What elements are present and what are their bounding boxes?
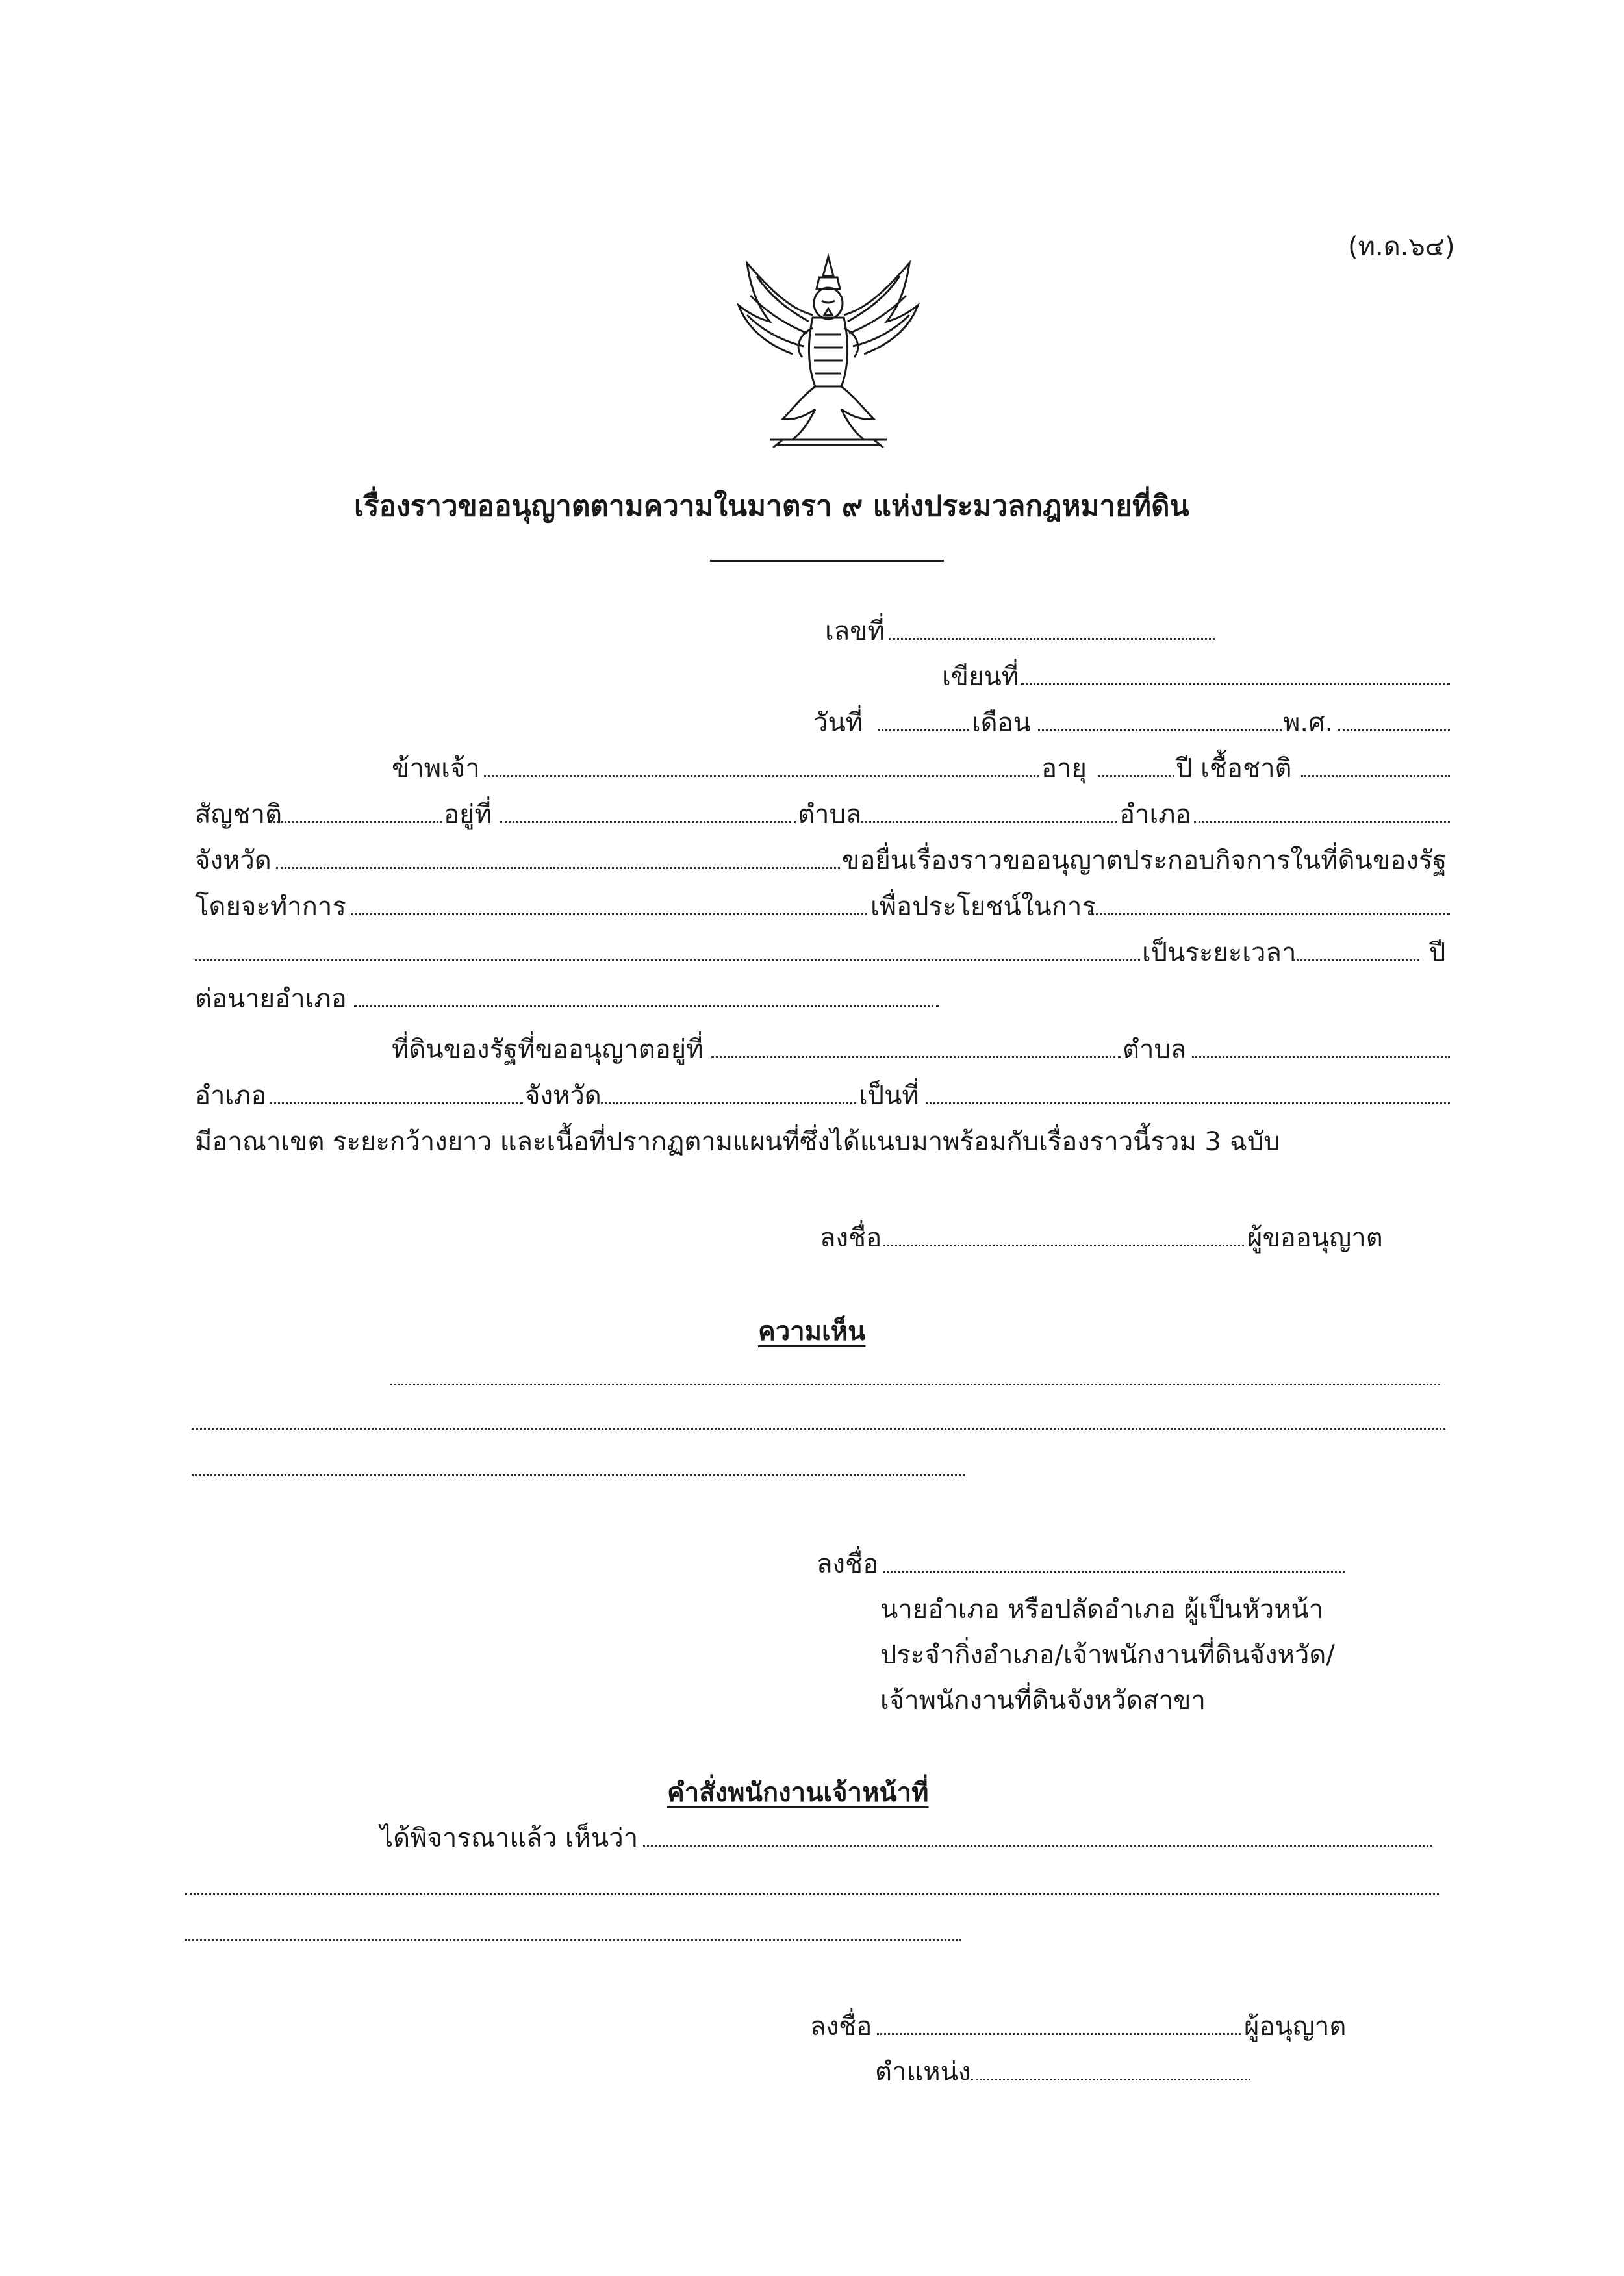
land-type-field[interactable]	[926, 1102, 1450, 1104]
opinion-signer-line-1: นายอำเภอ หรือปลัดอำเภอ ผู้เป็นหัวหน้า	[880, 1595, 1324, 1625]
activity-label: โดยจะทำการ	[195, 892, 346, 922]
opinion-line-2[interactable]	[192, 1428, 1445, 1430]
order-line-3[interactable]	[185, 1939, 961, 1941]
land-subdistrict-field[interactable]	[1192, 1056, 1450, 1058]
garuda-emblem-icon	[731, 250, 926, 451]
applicant-role: ผู้ขออนุญาต	[1247, 1223, 1383, 1253]
land-province-label: จังหวัด	[525, 1081, 602, 1111]
opinion-signer-line-3: เจ้าพนักงานที่ดินจังหวัดสาขา	[880, 1686, 1206, 1715]
date-label: วันที่	[813, 708, 863, 738]
position-label: ตำแหน่ง	[875, 2057, 971, 2087]
written-at-field[interactable]	[1021, 683, 1450, 685]
considered-label: ได้พิจารณาแล้ว เห็นว่า	[380, 1823, 639, 1853]
land-type-label: เป็นที่	[859, 1081, 919, 1111]
purpose-label: เพื่อประโยชน์ในการ	[870, 892, 1096, 922]
month-field[interactable]	[1038, 729, 1282, 731]
opinion-heading: ความเห็น	[758, 1317, 866, 1347]
district-label: อำเภอ	[1119, 800, 1191, 829]
land-location-label: ที่ดินของรัฐที่ขออนุญาตอยู่ที่	[392, 1035, 704, 1065]
officer-field[interactable]	[354, 1005, 939, 1007]
subdistrict-label: ตำบล	[798, 800, 862, 829]
duration-label: เป็นระยะเวลา	[1142, 938, 1297, 968]
boundary-text: มีอาณาเขต ระยะกว้างยาว และเนื้อที่ปรากฏตามแผนที่ซึ่งได้แนบมาพร้อมกับเรื่องราวนี้รวม 3 ฉบับ	[195, 1127, 1280, 1157]
number-label: เลขที่	[825, 616, 885, 646]
nationality-field[interactable]	[270, 821, 442, 823]
province-field[interactable]	[276, 867, 840, 869]
opinion-signer-line-2: ประจำกิ่งอำเภอ/เจ้าพนักงานที่ดินจังหวัด/	[880, 1640, 1335, 1670]
order-role: ผู้อนุญาต	[1244, 2012, 1347, 2042]
request-text: ขอยื่นเรื่องราวขออนุญาตประกอบกิจการในที่ดินของรัฐ	[842, 846, 1447, 876]
nationality-label: สัญชาติ	[195, 800, 283, 829]
opinion-line-1[interactable]	[390, 1384, 1440, 1385]
opinion-line-3[interactable]	[192, 1474, 965, 1476]
order-sign-label: ลงชื่อ	[810, 2012, 872, 2042]
land-district-label: อำเภอ	[195, 1081, 267, 1111]
order-heading: คำสั่งพนักงานเจ้าหน้าที่	[667, 1778, 929, 1808]
applicant-sign-label: ลงชื่อ	[820, 1223, 882, 1253]
purpose-continued-field[interactable]	[195, 959, 1140, 961]
race-field[interactable]	[1301, 775, 1450, 777]
year-label: พ.ศ.	[1283, 708, 1334, 738]
activity-field[interactable]	[351, 913, 867, 915]
form-code: (ท.ด.๖๔)	[1348, 232, 1455, 262]
land-subdistrict-label: ตำบล	[1123, 1035, 1187, 1065]
years-race-label: ปี เชื้อชาติ	[1176, 753, 1292, 783]
applicant-i-label: ข้าพเจ้า	[392, 753, 480, 783]
year-field[interactable]	[1338, 729, 1450, 731]
date-field[interactable]	[878, 729, 969, 731]
title-divider	[710, 560, 944, 562]
month-label: เดือน	[972, 708, 1032, 738]
subdistrict-field[interactable]	[861, 821, 1117, 823]
page-title: เรื่องราวขออนุญาตตามความในมาตรา ๙ แห่งประมวลกฎหมายที่ดิน	[354, 490, 1189, 523]
position-field[interactable]	[971, 2079, 1250, 2080]
duration-field[interactable]	[1293, 959, 1419, 961]
purpose-field[interactable]	[1091, 913, 1450, 915]
land-district-field[interactable]	[270, 1102, 523, 1104]
land-location-field[interactable]	[711, 1056, 1121, 1058]
address-field[interactable]	[500, 821, 796, 823]
district-field[interactable]	[1194, 821, 1450, 823]
order-signature-field[interactable]	[877, 2033, 1241, 2035]
number-field[interactable]	[889, 638, 1215, 640]
applicant-name-field[interactable]	[484, 775, 1039, 777]
written-at-label: เขียนที่	[942, 662, 1019, 692]
age-label: อายุ	[1041, 753, 1087, 783]
order-line-2[interactable]	[185, 1893, 1439, 1895]
age-field[interactable]	[1098, 775, 1174, 777]
land-province-field[interactable]	[601, 1102, 856, 1104]
applicant-signature-field[interactable]	[883, 1245, 1244, 1246]
opinion-sign-label: ลงชื่อ	[817, 1549, 879, 1579]
to-officer-label: ต่อนายอำเภอ	[195, 984, 347, 1014]
address-label: อยู่ที่	[444, 800, 492, 829]
years-label: ปี	[1429, 938, 1446, 968]
opinion-signature-field[interactable]	[883, 1571, 1345, 1573]
province-label: จังหวัด	[195, 846, 272, 876]
order-line-1[interactable]	[643, 1845, 1432, 1847]
